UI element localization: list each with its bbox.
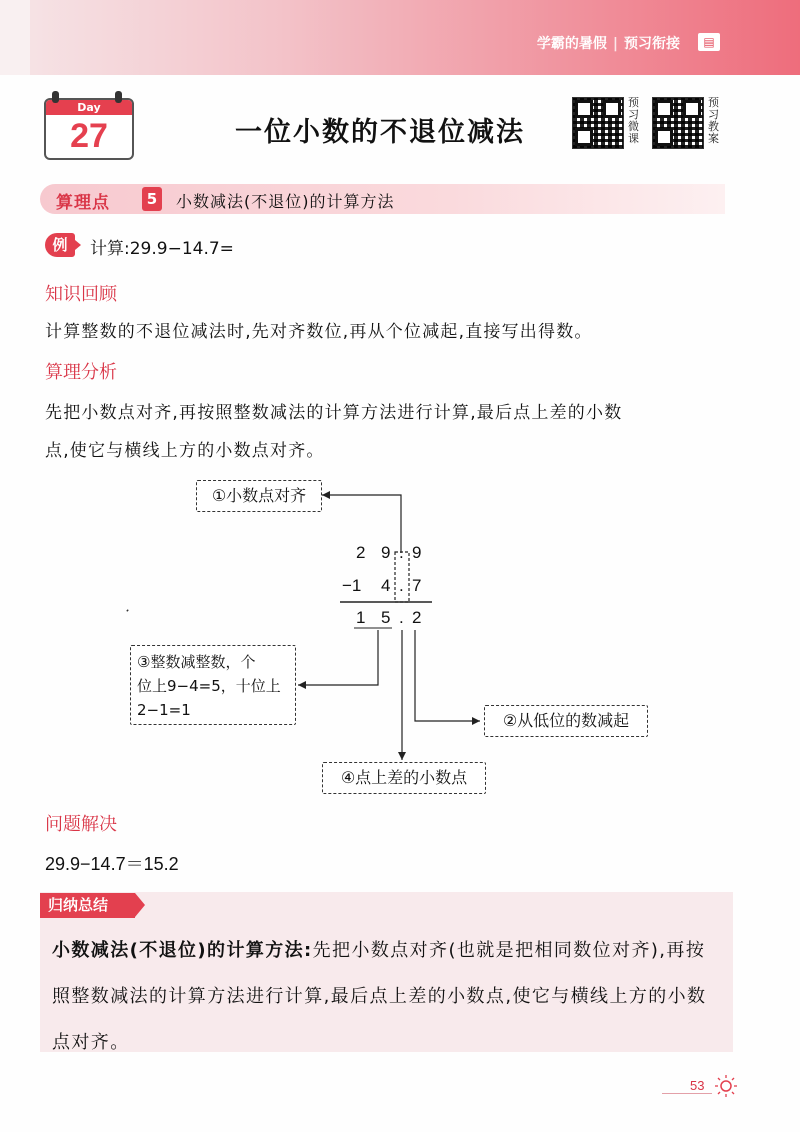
summary-body: 先把小数点对齐(也就是把相同数位对齐),再按照整数减法的计算方法进行计算,最后点上差的小数点,使它与横线上方的小数点对齐。	[52, 940, 707, 1053]
header-label-right: 预习衔接	[624, 36, 680, 52]
arrow-head-3	[298, 681, 306, 689]
summary-tag: 归纳总结	[40, 893, 135, 918]
calendar-rings-icon	[52, 91, 122, 101]
note3-line-3: 2−1=1	[137, 701, 191, 719]
knowledge-text: 计算整数的不退位减法时,先对齐数位,再从个位减起,直接写出得数。	[45, 322, 593, 342]
digit: 9	[381, 543, 391, 562]
digit: 1	[356, 608, 366, 627]
summary-bold: 小数减法(不退位)的计算方法:	[52, 940, 313, 961]
decimal-point: .	[399, 608, 404, 627]
summary-tag-tip	[135, 893, 145, 917]
section-label: 算理点	[56, 193, 110, 213]
digit: 2	[356, 543, 366, 562]
dot-mark	[127, 610, 128, 611]
note3-line-1: ③整数减整数，个	[137, 653, 256, 671]
analysis-line-1: 先把小数点对齐,再按照整数减法的计算方法进行计算,最后点上差的小数	[45, 403, 623, 423]
day-calendar-card	[44, 98, 134, 160]
connector-line-3	[298, 630, 378, 685]
note-low-digit-first: ②从低位的数减起	[484, 705, 648, 737]
connector-line-2	[415, 630, 480, 721]
qr-caption-1: 预习微课	[628, 96, 639, 145]
page-number-line	[662, 1093, 712, 1094]
day-badge	[44, 96, 130, 158]
decimal-point: .	[399, 576, 404, 595]
subtraction-diagram	[0, 470, 800, 800]
sun-icon	[714, 1074, 738, 1098]
page-number: 53	[690, 1078, 705, 1093]
knowledge-heading: 知识回顾	[45, 284, 117, 305]
digit: 9	[412, 543, 422, 562]
header-separator: |	[612, 36, 618, 52]
digit: 5	[381, 608, 391, 627]
summary-text	[52, 928, 724, 1066]
page-title: 一位小数的不退位减法	[235, 117, 525, 148]
digit: 2	[412, 608, 422, 627]
solution-text: 29.9−14.7＝15.2	[45, 854, 179, 874]
note3-line-2: 位上9−4=5，十位上	[137, 677, 281, 695]
digit: 4	[381, 576, 391, 595]
example-badge: 例	[45, 233, 75, 257]
example-text: 计算:29.9−14.7=	[90, 239, 234, 259]
day-label: Day	[46, 100, 132, 115]
header-label-left: 学霸的暑假	[536, 36, 607, 52]
arrow-head-2	[472, 717, 480, 725]
analysis-line-2: 点,使它与横线上方的小数点对齐。	[45, 441, 325, 461]
note-place-decimal: ④点上差的小数点	[322, 762, 486, 794]
day-number: 27	[70, 117, 108, 155]
analysis-heading: 算理分析	[45, 362, 117, 383]
arrow-head-4	[398, 752, 406, 760]
digit: −1	[342, 576, 362, 595]
example-arrow-icon	[75, 240, 81, 250]
digit: 7	[412, 576, 422, 595]
book-icon: ▤	[698, 33, 720, 51]
decimal-point: .	[399, 543, 404, 562]
arrow-head-1	[322, 491, 330, 499]
qr-code-icon[interactable]	[652, 97, 704, 149]
header-label	[527, 32, 722, 56]
section-number: 5	[142, 187, 162, 211]
note-integer-subtract	[130, 645, 296, 725]
section-title: 小数减法(不退位)的计算方法	[176, 192, 395, 211]
solution-heading: 问题解决	[45, 814, 117, 835]
note-align-decimal: ①小数点对齐	[196, 480, 322, 512]
qr-code-icon[interactable]	[572, 97, 624, 149]
qr-caption-2: 预习教案	[708, 96, 719, 145]
header-band-edge	[0, 0, 30, 75]
